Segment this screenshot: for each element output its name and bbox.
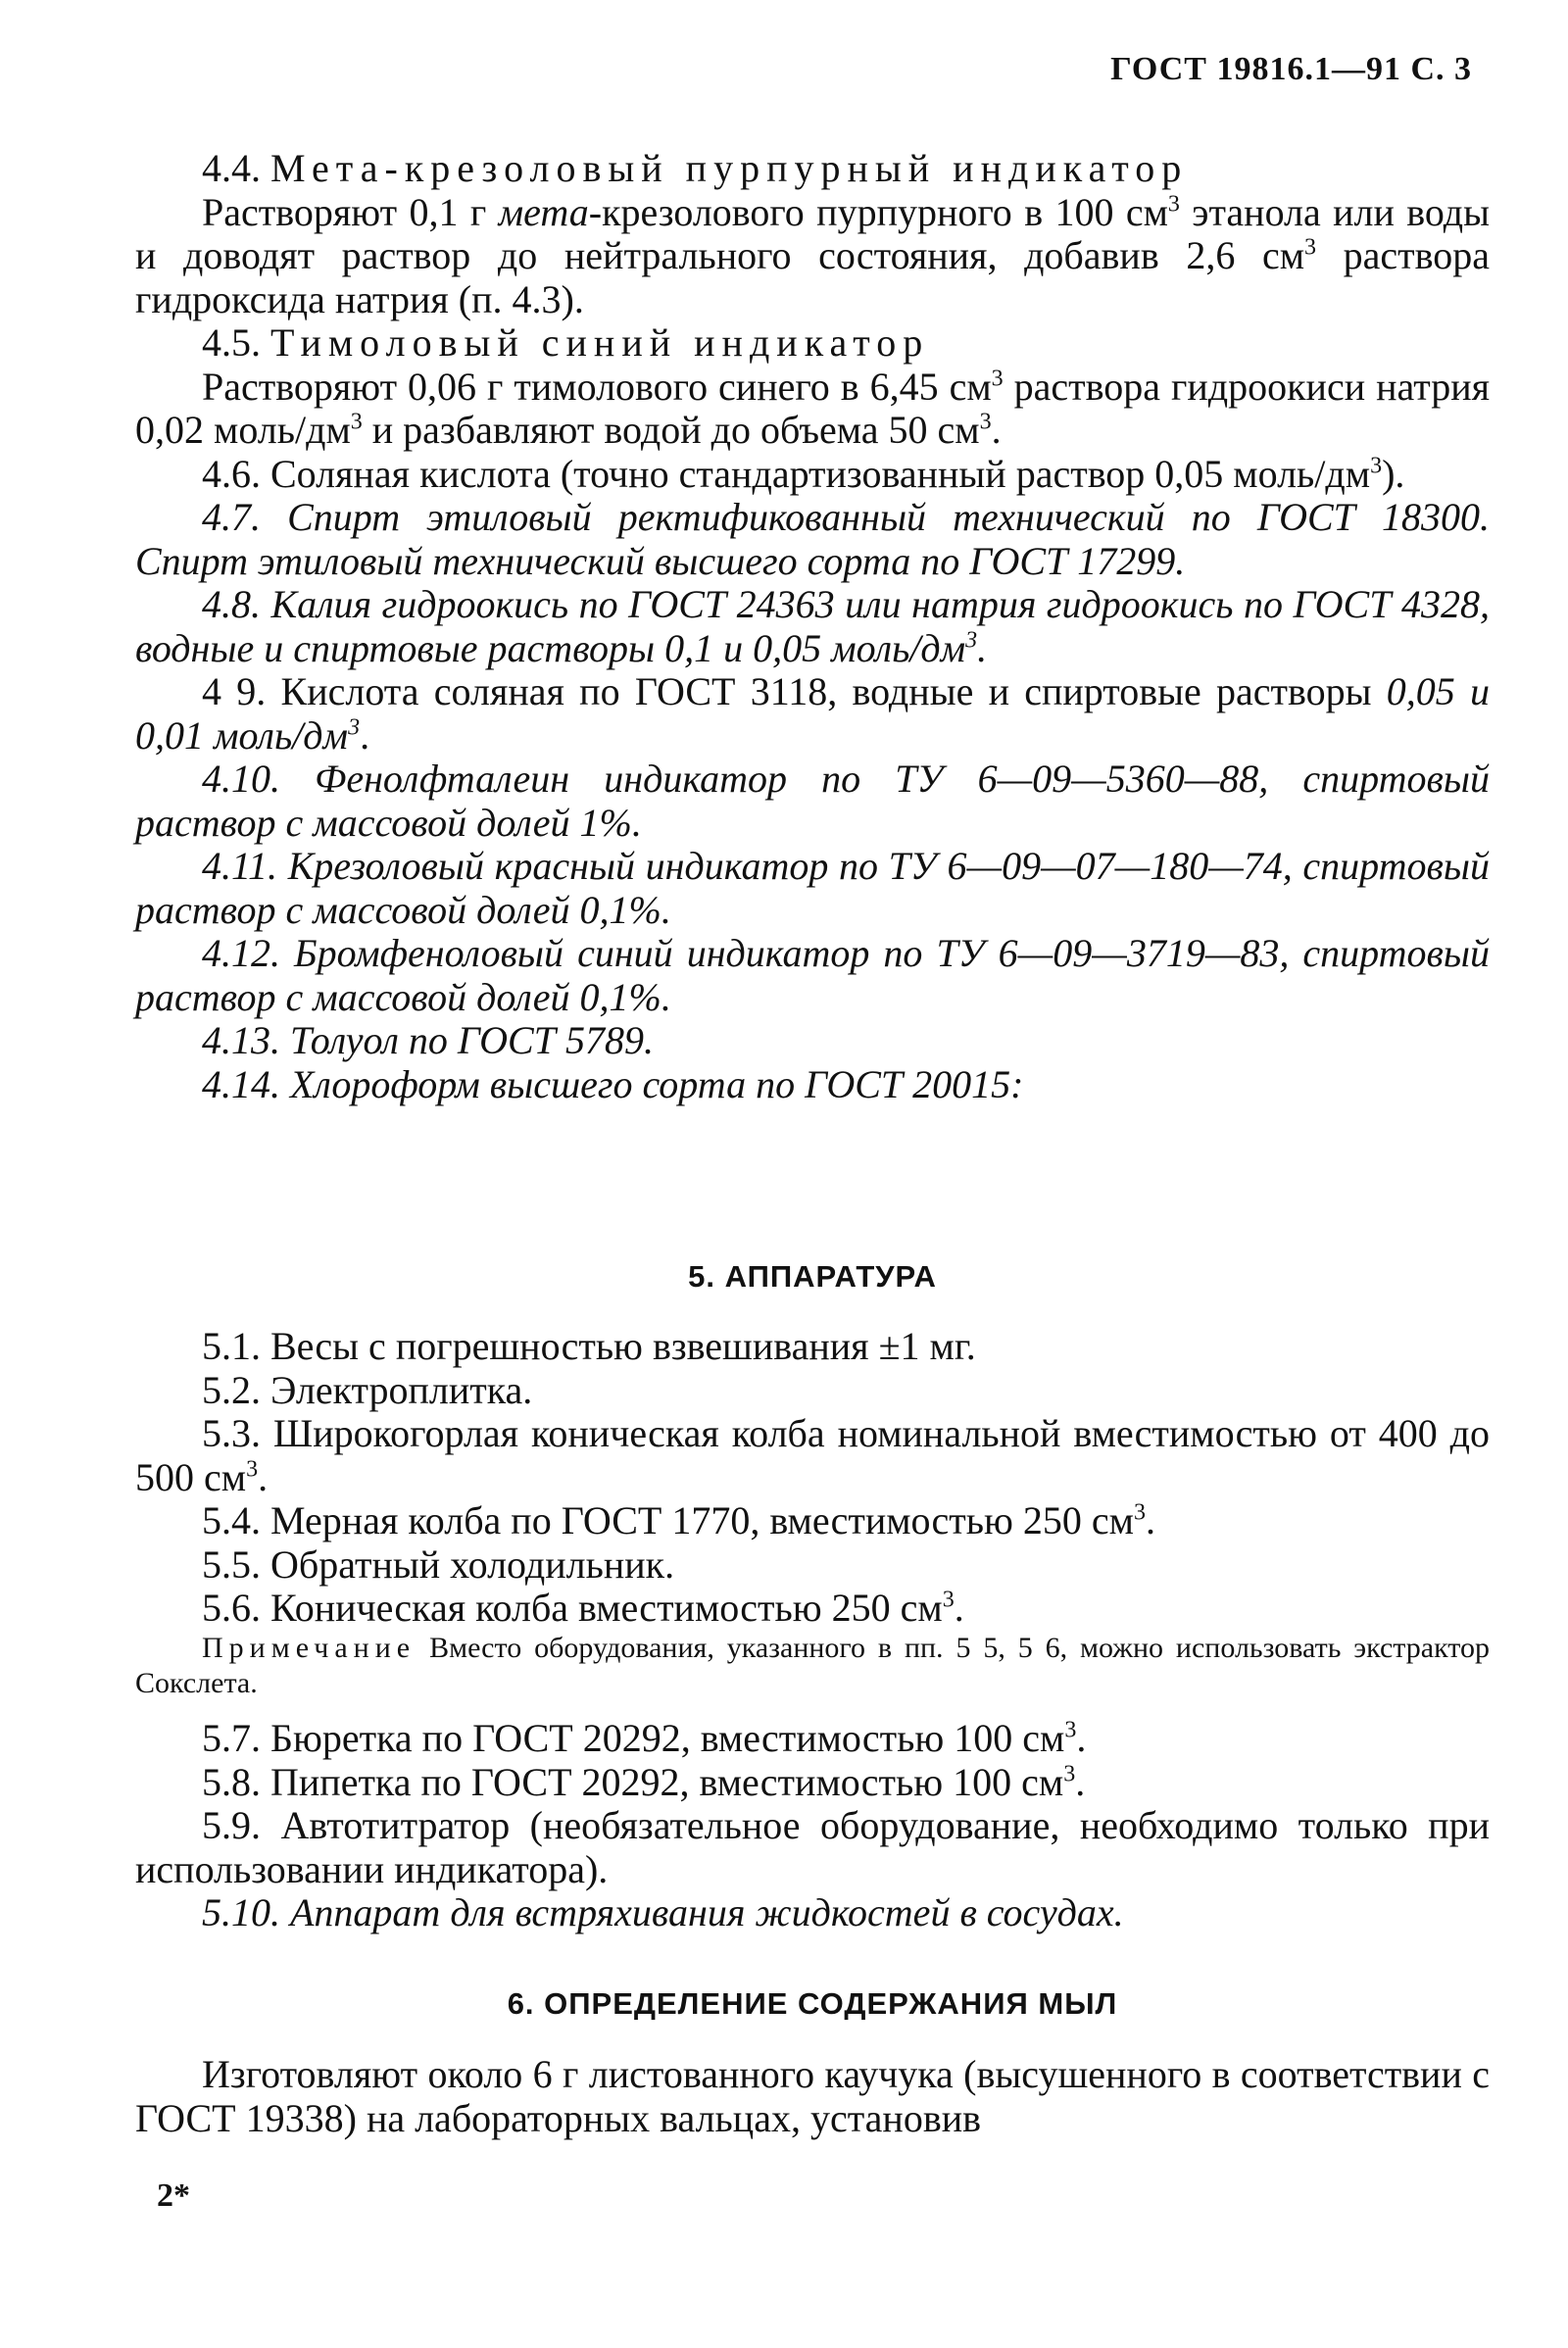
item-5-9: 5.9. Автотитратор (необязательное оборудование, необходимо только при использовании индикатора). — [135, 1803, 1490, 1891]
item-4-4-heading: 4.4. Мета-крезоловый пурпурный индикатор — [202, 146, 1189, 190]
note-label: Примечание — [202, 1632, 416, 1664]
section-5-items — [135, 1325, 1490, 1631]
item-5-3: 5.3. Широкогорлая коническая колба номинальной вместимостью от 400 до 500 $см^3$. — [135, 1411, 1490, 1499]
item-4-5-heading: 4.5. Тимоловый синий индикатор — [202, 320, 930, 365]
section-5-title: 5. АППАРАТУРА — [688, 1259, 937, 1294]
item-5-6: 5.6. Коническая колба вместимостью 250 $см^3$. — [202, 1586, 964, 1630]
item-4-9: 4 9. Кислота соляная по ГОСТ 3118, водные и спиртовые растворы 0,05 и 0,01 моль/$дм^3$. — [135, 669, 1491, 758]
item-5-4: 5.4. Мерная колба по ГОСТ 1770, вместимостью 250 $см^3$. — [202, 1498, 1155, 1542]
item-4-6: 4.6. Соляная кислота (точно стандартизованный раствор 0,05 моль/$дм^3$). — [202, 451, 1405, 496]
item-5-10: 5.10. Аппарат для встряхивания жидкостей в сосудах. — [202, 1890, 1124, 1934]
item-4-4-text: Растворяют 0,1 г мета-крезолового пурпурного в 100 $см^3$ этанола или воды и доводят раствор до нейтрального состояния, добавив 2,6 $см^3$ раствора гидроксида натрия (п. 4.3). — [135, 189, 1490, 321]
item-5-7: 5.7. Бюретка по ГОСТ 20292, вместимостью 100 $см^3$. — [202, 1716, 1087, 1760]
item-5-1: 5.1. Весы с погрешностью взвешивания ±1 мг. — [202, 1324, 976, 1368]
item-4-5-text: Растворяют 0,06 г тимолового синего в 6,45 $см^3$ раствора гидроокиси натрия 0,02 моль/$дм^3$ и разбавляют водой до объема 50 $см^3$. — [135, 364, 1490, 452]
section-5-items-continued — [135, 1717, 1490, 1935]
item-4-8: 4.8. Калия гидроокись по ГОСТ 24363 или натрия гидроокись по ГОСТ 4328, водные и спиртовые растворы 0,1 и 0,05 моль/$дм^3$. — [135, 582, 1490, 670]
item-5-8: 5.8. Пипетка по ГОСТ 20292, вместимостью 100 $см^3$. — [202, 1759, 1086, 1804]
item-4-7: 4.7. Спирт этиловый ректификованный технический по ГОСТ 18300. Спирт этиловый технический высшего сорта по ГОСТ 17299. — [135, 495, 1490, 583]
section-6-text — [135, 2053, 1490, 2140]
item-4-10: 4.10. Фенолфталеин индикатор по ТУ 6—09—5360—88, спиртовый раствор с массовой долей 1%. — [135, 757, 1490, 845]
item-5-2: 5.2. Электроплитка. — [202, 1367, 533, 1412]
item-4-12: 4.12. Бромфеноловый синий индикатор по ТУ 6—09—3719—83, спиртовый раствор с массовой долей 0,1%. — [135, 931, 1490, 1019]
note-text: Вместо оборудования, указанного в пп. 5 5, 5 6, можно использовать экстрактор Сокслета. — [135, 1632, 1490, 1699]
item-4-13: 4.13. Толуол по ГОСТ 5789. — [202, 1018, 654, 1062]
apparatus-note — [135, 1631, 1490, 1701]
section-6-title: 6. ОПРЕДЕЛЕНИЕ СОДЕРЖАНИЯ МЫЛ — [507, 1986, 1118, 2021]
item-4-11: 4.11. Крезоловый красный индикатор по ТУ 6—09—07—180—74, спиртовый раствор с массовой долей 0,1%. — [135, 844, 1490, 932]
section-4-items — [135, 147, 1490, 1106]
page-header: ГОСТ 19816.1—91 С. 3 — [1110, 51, 1472, 87]
item-4-14: 4.14. Хлороформ высшего сорта по ГОСТ 20015: — [202, 1061, 1024, 1106]
section-6-paragraph: Изготовляют около 6 г листованного каучука (высушенного в соответствии с ГОСТ 19338) на лабораторных вальцах, установив — [135, 2052, 1490, 2140]
signature-mark: 2* — [157, 2177, 190, 2214]
item-5-5: 5.5. Обратный холодильник. — [202, 1541, 675, 1587]
